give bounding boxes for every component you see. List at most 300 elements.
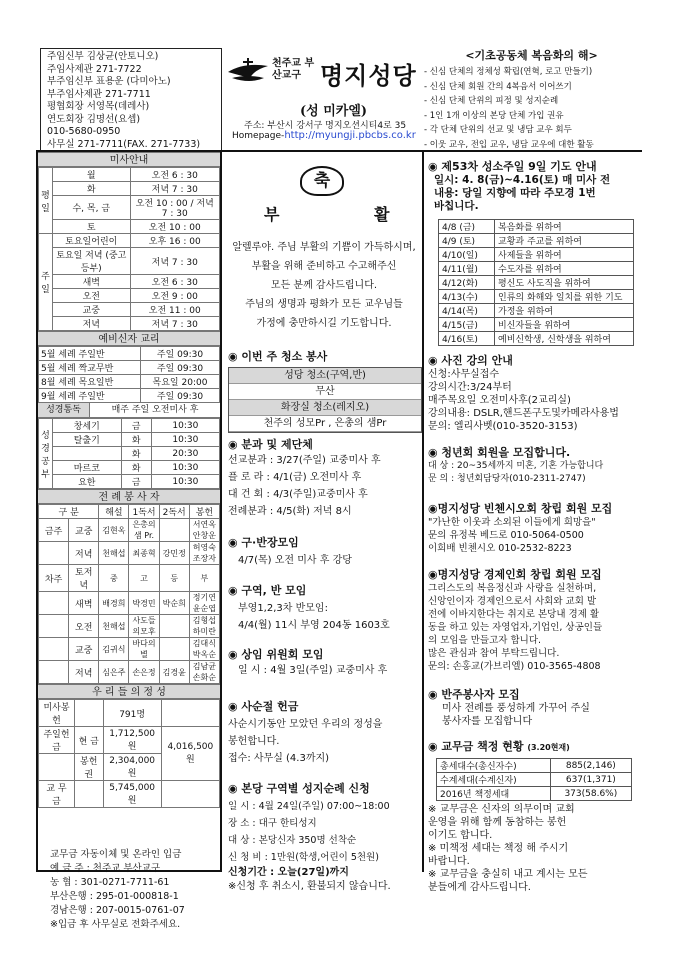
cell	[74, 700, 103, 727]
table-row	[39, 220, 220, 234]
cell: 오전 10 : 00	[130, 220, 219, 234]
table-row	[39, 248, 220, 275]
pilgrim-row-2: 대 상 : 본당신자 350명 선착순	[228, 835, 357, 846]
catechumen-title: 예비신자 교리	[38, 331, 220, 346]
table-row	[39, 182, 220, 196]
photo-title: ◉ 사진 강의 안내	[428, 354, 513, 367]
cell: 목요일 20:00	[140, 375, 219, 389]
address: 주소: 부산시 강서구 명지오션시티4로 35	[244, 121, 407, 131]
staff-list	[47, 51, 215, 151]
cell: 20:30	[151, 447, 219, 461]
cell: 고	[129, 565, 159, 592]
cell: 373(58.6%)	[550, 787, 631, 801]
bible-header	[38, 403, 220, 418]
dues-note-0: ※ 교무금은 신자의 의무이며 교회	[428, 804, 575, 815]
vincent-line-2: 이희배 빈첸시오 010-2532-8223	[428, 543, 572, 554]
vincent-line-1: 문의 유정복 베드로 010-5064-0500	[428, 530, 584, 541]
cell: 토요일어린이	[53, 234, 131, 248]
table-row	[39, 303, 220, 317]
cell: 예비신학생, 신학생을 위하여	[495, 332, 634, 346]
cell: 사제들을 위하여	[495, 248, 634, 262]
district-text	[228, 600, 422, 634]
theme-item-4: - 각 단체 단위의 선교 및 냉담 교우 회두	[424, 125, 572, 135]
cell: 교중	[69, 638, 99, 661]
cell: 중	[99, 565, 129, 592]
cell: 오전 6 : 30	[130, 168, 219, 182]
pilgrim-row-0: 일 시 : 4월 24일(주일) 07:00~18:00	[228, 801, 390, 812]
table-row	[439, 220, 634, 234]
year-theme-items	[424, 65, 639, 152]
cell: 9월 세례 주일반	[39, 389, 141, 403]
homepage-link[interactable]: http://myungji.pbcbs.co.kr	[284, 130, 416, 141]
economy-line-3: 동을 하고 있는 자영업자,기업인, 상공인들	[428, 622, 603, 633]
cell: 화	[53, 182, 131, 196]
cell: 비신자들을 위하여	[495, 318, 634, 332]
cell: 천해섭	[99, 615, 129, 638]
bank-line-4: 경남은행 : 207-0015-0761-07	[50, 905, 185, 916]
cell: 천해섭	[99, 542, 129, 565]
table-row	[439, 290, 634, 304]
cell: 오전 6 : 30	[130, 275, 219, 289]
easter-line-1: 부활을 위해 준비하고 수고해주신	[251, 261, 397, 272]
cell: 2독서	[159, 505, 189, 519]
pilgrim-details	[228, 798, 426, 866]
table-row	[39, 389, 220, 403]
cell: 박경민	[129, 592, 159, 615]
easter-line-4: 가정에 충만하시길 기도합니다.	[256, 318, 392, 329]
catechumen-table	[38, 346, 220, 403]
cell: 화	[121, 433, 151, 447]
cell: 637(1,371)	[550, 773, 631, 787]
easter-line-0: 알렐루야. 주님 부활의 기쁨이 가득하시며,	[232, 242, 416, 253]
cell	[161, 781, 219, 808]
homepage: Homepage-http://myungji.pbcbs.co.kr	[232, 130, 416, 141]
cell	[74, 781, 103, 808]
cell: 4/9 (토)	[439, 234, 495, 248]
table-row	[39, 505, 220, 519]
bible-table	[38, 418, 220, 489]
cell: 해설	[99, 505, 129, 519]
cell: 은총의 샘 Pr.	[129, 519, 159, 542]
cell: 저녁	[69, 661, 99, 684]
cell: 부	[189, 565, 219, 592]
pilgrim-row-3: 신 청 비 : 1만원(학생,어린이 5천원)	[228, 852, 379, 863]
staff-line-5: 연도회장 김명선(요셉)	[47, 113, 141, 125]
standing-title: ◉ 상임 위원회 모임	[228, 648, 324, 661]
cell: 토	[53, 220, 131, 234]
cell: 4/16(토)	[439, 332, 495, 346]
cell: 오전	[53, 289, 131, 303]
dues-note-2: 이기도 합니다.	[428, 830, 493, 841]
cell: 김형섭 하미란	[189, 615, 219, 638]
district-row-0: 부영1,2,3차 반모임:	[238, 603, 328, 614]
novena-line-0: 일시: 4. 8(금)~4.16(토) 매 미사 전	[434, 174, 611, 186]
dues-notes	[428, 803, 640, 894]
cell: 가정을 위하여	[495, 304, 634, 318]
staff-line-4: 평협회장 서영목(데레사)	[47, 101, 150, 112]
table-row	[439, 318, 634, 332]
dove-logo-icon	[224, 58, 272, 90]
economy-title: ◉명지성당 경제인회 창립 회원 모집	[428, 568, 602, 581]
table-row	[39, 700, 220, 727]
table-row	[39, 565, 220, 592]
cell: 금	[121, 475, 151, 489]
economy-line-1: 신앙인이자 경제인으로서 사회와 교회 발	[428, 596, 597, 607]
cell: 바다의 별	[129, 638, 159, 661]
confession-row-3: 전례분과 : 4/5(화) 저녁 8시	[228, 506, 352, 517]
economy-line-2: 전에 이바지한다는 취지로 본당내 경제 활	[428, 609, 600, 620]
cell: 최종혁	[129, 542, 159, 565]
parish-name: 명지성당	[320, 62, 417, 90]
cell: 금	[121, 419, 151, 433]
patron-saint: (성 미카엘)	[300, 104, 368, 119]
cleaning-row: 무산	[229, 384, 421, 400]
cleaning-table	[228, 367, 422, 433]
cell: 금주	[39, 519, 69, 542]
cell: 8월 세례 목요일반	[39, 375, 141, 389]
table-row	[439, 332, 634, 346]
table-row	[437, 773, 632, 787]
table-row	[437, 759, 632, 773]
district-section	[228, 582, 422, 634]
staff-line-1: 주임사제관 271-7722	[47, 63, 142, 75]
cell: 화	[121, 461, 151, 475]
cell: 1,712,500원	[103, 727, 161, 754]
lenten-row-0: 사순시기동안 모았던 우리의 정성을	[228, 719, 383, 730]
youth-line-0: 대 상 : 20~35세까지 미혼, 기혼 가능합니다	[428, 461, 604, 471]
table-row	[39, 638, 220, 661]
lenten-section	[228, 698, 422, 767]
cell: 10:30	[151, 419, 219, 433]
photo-line-1: 강의시간:3/24부터	[428, 382, 512, 393]
cell: 강민정	[159, 542, 189, 565]
table-row	[439, 248, 634, 262]
youth-info	[428, 460, 640, 486]
year-theme-title: <기초공동체 복음화의 해>	[465, 49, 598, 62]
cell: 4/14(목)	[439, 304, 495, 318]
cell: 김남균 손화순	[189, 661, 219, 684]
confession-title: ◉ 분과 및 제단체	[228, 438, 313, 451]
theme-item-1: - 신심 단체 회원 간의 4복음서 이어쓰기	[424, 81, 572, 92]
cell: 10:30	[151, 461, 219, 475]
cell: 885(2,146)	[550, 759, 631, 773]
cell: 요한	[53, 475, 122, 489]
confession-section	[228, 436, 422, 520]
lenten-row-2: 접수: 사무실 (4.3까지)	[228, 753, 330, 764]
cell: 사도들의모후	[129, 615, 159, 638]
cell: 4/10(일)	[439, 248, 495, 262]
table-row	[437, 787, 632, 801]
table-row	[39, 447, 220, 461]
cell: 성경공부	[39, 419, 53, 489]
cleaning-section	[228, 348, 422, 433]
theme-item-3: - 1인 1개 이상의 본당 단체 가입 권유	[424, 110, 564, 121]
cleaning-row: 성당 청소(구역,반)	[229, 368, 421, 384]
cell: 주일헌금	[39, 727, 75, 754]
economy-line-6: 문의: 손홍교(가브리엘) 010-3565-4808	[428, 661, 601, 672]
lenten-text	[228, 716, 422, 767]
novena-title: ◉ 제53차 성소주일 9일 기도 안내	[428, 160, 597, 173]
cell: 박순희	[159, 592, 189, 615]
cell	[39, 592, 69, 615]
cell	[39, 661, 69, 684]
cell: 화	[121, 447, 151, 461]
cell: 4/11(월)	[439, 262, 495, 276]
novena-table	[438, 219, 634, 346]
district-row-1: 4/4(월) 11시 부영 204동 1603호	[238, 620, 390, 631]
accompanist-line-1: 봉사자를 모집합니다	[442, 716, 533, 727]
table-row	[39, 615, 220, 638]
cell: 4/8 (금)	[439, 220, 495, 234]
theme-item-5: - 이웃 교우, 전입 교우, 냉담 교우에 대한 활동	[424, 139, 594, 150]
vincent-section	[428, 500, 640, 555]
district-title: ◉ 구역, 반 모임	[228, 584, 307, 597]
cell: 배경희	[99, 592, 129, 615]
cell: 10:30	[151, 433, 219, 447]
table-row	[39, 317, 220, 331]
economy-line-5: 많은 관심과 참여 부탁드립니다.	[428, 648, 560, 659]
middle-column	[224, 152, 424, 892]
cleaning-title: ◉ 이번 주 청소 봉사	[228, 350, 328, 363]
cell: 탈출기	[53, 433, 122, 447]
cell: 1독서	[129, 505, 159, 519]
easter-seal: 축	[300, 166, 344, 196]
cell: 4,016,500원	[161, 727, 219, 781]
bank-line-1: 예 금 주 : 천주교 부산교구	[50, 863, 161, 874]
table-row	[39, 196, 220, 220]
cell: 허영숙 조장자	[189, 542, 219, 565]
dues-note-5: ※ 교무금을 충실히 내고 계시는 모든	[428, 869, 588, 880]
pilgrim-row-1: 장 소 : 대구 한티성지	[228, 818, 317, 829]
novena-line-2: 바칩니다.	[434, 200, 479, 212]
table-row	[39, 781, 220, 808]
economy-line-4: 의 모임을 만들고자 합니다.	[428, 635, 542, 646]
cell: 오전 9 : 00	[130, 289, 219, 303]
table-row	[39, 592, 220, 615]
photo-info	[428, 368, 640, 433]
table-row	[439, 304, 634, 318]
table-row	[39, 519, 220, 542]
offering-title: 우 리 들 의 정 성	[38, 684, 220, 699]
cell: 저녁 7 : 30	[130, 248, 219, 275]
table-row	[439, 234, 634, 248]
pilgrim-title: ◉ 본당 구역별 성지순례 신청	[228, 782, 370, 795]
dues-note-1: 운영을 위해 함께 동참하는 봉헌	[428, 817, 567, 828]
cell	[39, 754, 75, 781]
bible-time: 매주 주일 오전미사 후	[111, 405, 199, 415]
bank-line-0: 교무금 자동이체 및 온라인 입금	[50, 849, 182, 860]
dues-note-4: 바랍니다.	[428, 856, 470, 867]
table-row	[39, 433, 220, 447]
cell: 차주	[39, 565, 69, 592]
bank-line-5: ※입금 후 사무실로 전화주세요.	[50, 919, 181, 930]
cell: 저녁	[53, 317, 131, 331]
cell: 월	[53, 168, 131, 182]
novena-info	[428, 174, 640, 213]
table-row	[39, 168, 220, 182]
confession-row-1: 플 로 라 : 4/1(금) 오전미사 후	[228, 472, 362, 483]
dues-title: ◉ 교무금 책정 현황	[428, 740, 524, 753]
cell: 오전 11 : 00	[130, 303, 219, 317]
cell: 심은주	[99, 661, 129, 684]
cell	[39, 638, 69, 661]
dues-table	[436, 758, 632, 801]
cell: 저녁 7 : 30	[130, 317, 219, 331]
lenten-title: ◉ 사순절 헌금	[228, 700, 299, 713]
easter-title-2: 활	[374, 205, 390, 224]
cell: 2016년 책정세대	[437, 787, 551, 801]
staff-line-2: 부주임신부 표용운 (다미아노)	[47, 76, 171, 87]
cell: 10:30	[151, 475, 219, 489]
cell: 평일	[39, 168, 53, 234]
novena-line-1: 내용: 당일 지향에 따라 주모경 1번	[434, 187, 596, 199]
staff-line-0: 주임신부 김상균(안토니오)	[47, 51, 159, 62]
pilgrim-note: ※신청 후 취소시, 환불되지 않습니다.	[228, 881, 391, 892]
theme-item-2: - 신심 단체 단위의 피정 및 성지순례	[424, 96, 559, 106]
easter-line-2: 모든 분께 감사드립니다.	[270, 280, 378, 291]
cell: 교황과 주교를 위하여	[495, 234, 634, 248]
cleaning-row: 천주의 성모Pr , 은총의 샘Pr	[229, 416, 421, 432]
pilgrim-section	[228, 780, 426, 894]
left-column	[36, 152, 222, 930]
offering-table	[38, 699, 220, 808]
cell: 5월 세례 짝교무반	[39, 361, 141, 375]
table-row	[39, 461, 220, 475]
cell	[159, 615, 189, 638]
cell	[39, 542, 69, 565]
cell: 마르코	[53, 461, 122, 475]
table-row	[39, 542, 220, 565]
staff-line-7: 사무실 271-7711(FAX. 271-7733)	[47, 138, 201, 150]
pilgrim-deadline: 신청기간 : 오늘(27일)까지	[228, 867, 349, 878]
cell: 등	[159, 565, 189, 592]
cell: 주일 09:30	[140, 361, 219, 375]
cell: 서연옥 안창운	[189, 519, 219, 542]
cell: 주일	[39, 234, 53, 331]
table-row	[39, 275, 220, 289]
cell: 김현옥	[99, 519, 129, 542]
cell: 교중	[53, 303, 131, 317]
youth-line-1: 문 의 : 청년회담당자(010-2311-2747)	[428, 474, 586, 484]
lenten-row-1: 봉헌합니다.	[228, 736, 280, 747]
cell	[161, 700, 219, 727]
cell: 2,304,000원	[103, 754, 161, 781]
table-row	[39, 475, 220, 489]
bank-info	[38, 808, 220, 932]
economy-info	[428, 582, 640, 673]
cell: 토요일 저녁 (중고등부)	[53, 248, 131, 275]
accompanist-line-0: 미사 전례를 풍성하게 가꾸어 주실	[442, 703, 590, 714]
cell: 새벽	[53, 275, 131, 289]
banquet-section	[428, 686, 640, 728]
accompanist-title: ◉ 반주봉사자 모집	[428, 688, 520, 701]
confession-row-2: 대 건 회 : 4/3(주일)교중미사 후	[228, 489, 368, 500]
economy-line-0: 그리스도의 복음정신과 사랑을 실천하며,	[428, 583, 597, 594]
photo-line-3: 강의내용: DSLR,핸드폰구도및카메라사용법	[428, 408, 619, 419]
photo-section	[428, 352, 640, 433]
servers-table	[38, 504, 220, 684]
table-row	[39, 234, 220, 248]
cell: 4/13(수)	[439, 290, 495, 304]
table-row	[39, 361, 220, 375]
cell: 인류의 화해와 일치를 위한 기도	[495, 290, 634, 304]
cell: 평신도 사도직을 위하여	[495, 276, 634, 290]
header-right	[424, 47, 639, 151]
table-row	[39, 727, 220, 754]
table-row	[39, 375, 220, 389]
gu-ban-section	[228, 534, 422, 568]
gu-ban-text: 4/7(목) 오전 미사 후 강당	[238, 555, 352, 566]
cell: 저녁	[69, 542, 99, 565]
table-row	[39, 419, 220, 433]
table-row	[39, 347, 220, 361]
cell: 5,745,000원	[103, 781, 161, 808]
economy-section	[428, 566, 640, 673]
cell: 총세대수(총신자수)	[437, 759, 551, 773]
cell: 구 분	[39, 505, 99, 519]
cell: 저녁 7 : 30	[130, 182, 219, 196]
bank-line-2: 농 협 : 301-0271-7711-61	[50, 877, 170, 888]
cell: 봉헌권	[74, 754, 103, 781]
cell: 손은정	[129, 661, 159, 684]
mass-title: 미사안내	[38, 152, 220, 167]
cell: 교중	[69, 519, 99, 542]
staff-line-3: 부주임사제관 271-7711	[47, 88, 151, 100]
dues-subtitle: (3.20현재)	[527, 743, 570, 752]
cell: 복음화를 위하여	[495, 220, 634, 234]
vincent-title: ◉명지성당 빈첸시오회 창립 회원 모집	[428, 502, 613, 515]
youth-title: ◉ 청년회 회원을 모집합니다.	[428, 446, 571, 459]
cell	[53, 447, 122, 461]
confession-row-0: 선교분과 : 3/27(주일) 교중미사 후	[228, 455, 381, 466]
accompanist-info	[428, 702, 640, 728]
cell: 오전	[69, 615, 99, 638]
cell	[159, 519, 189, 542]
servers-title: 전 례 봉 사 자	[38, 489, 220, 504]
gu-ban-title: ◉ 구·반장모임	[228, 536, 299, 549]
staff-line-6: 010-5680-0950	[47, 126, 121, 137]
novena-section	[428, 158, 640, 346]
table-row	[439, 276, 634, 290]
cell: 교 무 금	[39, 781, 75, 808]
parish-org: 천주교 부산교구	[272, 58, 315, 81]
dues-note-6: 분들에게 감사드립니다.	[428, 882, 531, 893]
easter-title-1: 부	[264, 205, 280, 224]
standing-text: 일 시 : 4월 3일(주일) 교중미사 후	[238, 665, 388, 676]
cell: 봉헌	[189, 505, 219, 519]
cell: 791명	[103, 700, 161, 727]
table-row	[39, 661, 220, 684]
cell: 토저녁	[69, 565, 99, 592]
right-column	[428, 158, 640, 893]
table-row	[439, 262, 634, 276]
cell: 김귀식	[99, 638, 129, 661]
photo-line-2: 매주목요일 오전미사후(2교리실)	[428, 395, 571, 406]
vincent-info	[428, 516, 640, 555]
cell: 오후 16 : 00	[130, 234, 219, 248]
youth-section	[428, 444, 640, 486]
cell: 창세기	[53, 419, 122, 433]
cell: 새벽	[69, 592, 99, 615]
cell: 주일 09:30	[140, 347, 219, 361]
standing-section	[228, 646, 422, 678]
cell: 4/12(화)	[439, 276, 495, 290]
mass-table	[38, 167, 220, 331]
easter-message	[226, 238, 422, 333]
cell: 오전 10 : 00 / 저녁 7 : 30	[130, 196, 219, 220]
cell: 김대식 박옥순	[189, 638, 219, 661]
easter-line-3: 주님의 생명과 평화가 모든 교우님들	[245, 299, 403, 310]
